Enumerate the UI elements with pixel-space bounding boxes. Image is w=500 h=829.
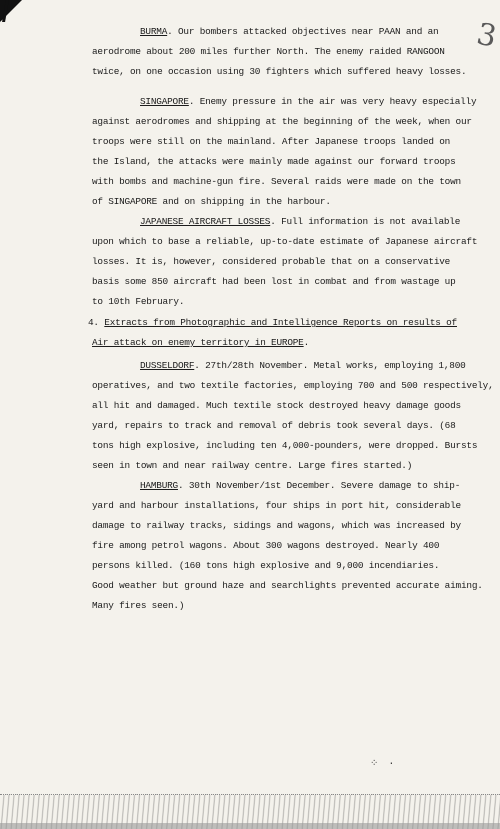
page-number: 3 bbox=[473, 16, 498, 55]
section-number: 4. bbox=[88, 317, 99, 328]
corner-mark bbox=[0, 0, 22, 22]
hamburg-paragraph: HAMBURG. 30th November/1st December. Severe damage to ship- yard and harbour installations, four ships in port hit, considerable damage to railway tracks, sidings and wagons, which was increased by fire among petrol wagons. About 300 wagons destroyed. Nearly 400 persons killed. (160 tons high explosive and 9,000 incendiaries. Good weather but ground haze and searchlights prevented accurate aiming. Many fires seen.) bbox=[92, 480, 483, 611]
japanese-losses-heading: JAPANESE AIRCRAFT LOSSES bbox=[140, 216, 271, 227]
singapore-paragraph: SINGAPORE. Enemy pressure in the air was very heavy especially against aerodromes and shipping at the beginning of the week, when our troops were still on the mainland. After Japanese troops landed on the Island, the attacks were mainly made against our forward troops with bombs and machine-gun fire. Several raids were made on the town of SINGAPORE and on shipping in the harbour. bbox=[92, 96, 477, 207]
dusseldorf-heading: DUSSELDORF bbox=[140, 360, 195, 371]
singapore-heading: SINGAPORE bbox=[140, 96, 189, 107]
japanese-losses-paragraph: JAPANESE AIRCRAFT LOSSES. Full information is not available upon which to base a reliable, up-to-date estimate of Japanese aircraft losses. It is, however, considered probable that on a conservative basis some 850 aircraft had been lost in combat and from wastage up to 10th February. bbox=[92, 216, 478, 307]
burma-paragraph: BURMA. Our bombers attacked objectives near PAAN and an aerodrome about 200 miles further North. The enemy raided RANGOON twice, on one occasion using 30 fighters which suffered heavy losses. bbox=[92, 26, 467, 77]
dusseldorf-paragraph: DUSSELDORF. 27th/28th November. Metal works, employing 1,800 operatives, and two textile factories, employing 700 and 500 respectively, all hit and damaged. Much textile stock destroyed heavy damage goods yard, repairs to track and removal of debris took several days. (68 tons high explosive, including ten 4,000-pounders, were dropped. Bursts seen in town and near railway centre. Large fires started.) bbox=[92, 360, 494, 471]
scan-bottom-edge bbox=[0, 794, 500, 829]
burma-heading: BURMA bbox=[140, 26, 168, 37]
section-4-heading: 4. Extracts from Photographic and Intelligence Reports on results of Air attack on enemy territory in EUROPE. bbox=[88, 317, 457, 348]
hamburg-heading: HAMBURG bbox=[140, 480, 178, 491]
scan-specks: ⁘ · bbox=[370, 759, 397, 770]
